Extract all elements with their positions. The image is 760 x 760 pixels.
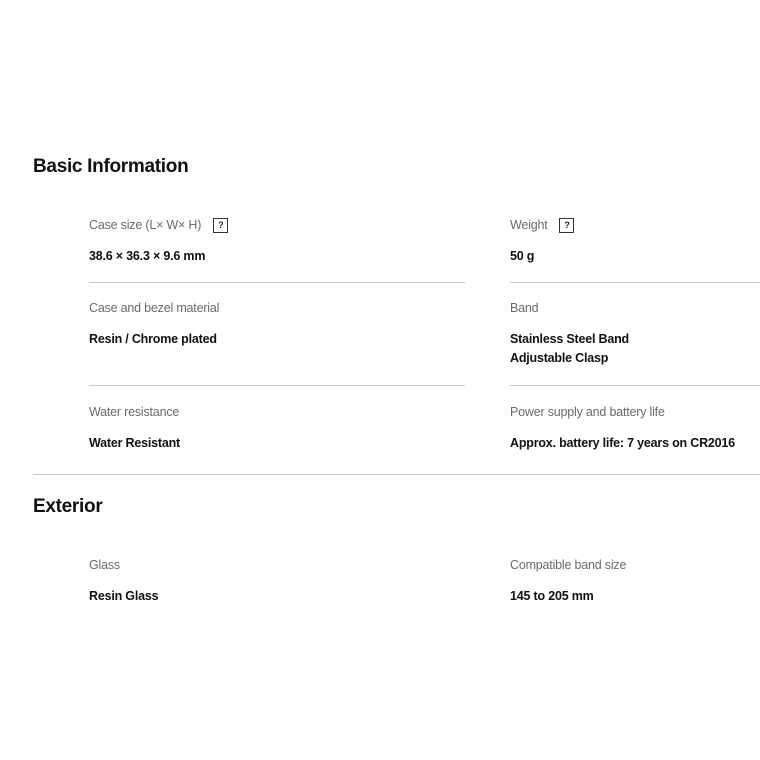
spec-value: Water Resistant bbox=[89, 436, 181, 450]
row-divider bbox=[510, 385, 760, 386]
spec-label: Band bbox=[510, 301, 539, 315]
spec-value: Resin / Chrome plated bbox=[89, 332, 217, 346]
spec-water-resistance bbox=[89, 404, 464, 453]
spec-power-supply bbox=[510, 404, 760, 453]
spec-value: 50 g bbox=[510, 249, 535, 263]
spec-label: Case and bezel material bbox=[89, 301, 220, 315]
row-divider bbox=[89, 385, 465, 386]
spec-glass bbox=[89, 557, 464, 606]
spec-label: Weight bbox=[510, 218, 548, 232]
spec-label: Compatible band size bbox=[510, 558, 627, 572]
spec-label: Case size (L× W× H) bbox=[89, 218, 202, 232]
spec-label: Water resistance bbox=[89, 405, 180, 419]
spec-case-bezel-material bbox=[89, 300, 464, 349]
help-icon[interactable]: ? bbox=[213, 218, 228, 233]
section-title-basic-information: Basic Information bbox=[33, 156, 189, 177]
section-divider bbox=[33, 474, 760, 475]
help-icon[interactable]: ? bbox=[559, 218, 574, 233]
spec-value: Approx. battery life: 7 years on CR2016 bbox=[510, 436, 735, 450]
spec-value: 145 to 205 mm bbox=[510, 589, 594, 603]
spec-case-size bbox=[89, 217, 464, 266]
spec-value: Stainless Steel Band bbox=[510, 332, 629, 346]
row-divider bbox=[510, 282, 760, 283]
spec-label: Glass bbox=[89, 558, 120, 572]
row-divider bbox=[89, 282, 465, 283]
spec-value: Adjustable Clasp bbox=[510, 351, 609, 365]
section-title-exterior: Exterior bbox=[33, 496, 103, 517]
spec-band bbox=[510, 300, 760, 368]
spec-label: Power supply and battery life bbox=[510, 405, 665, 419]
spec-weight bbox=[510, 217, 760, 266]
spec-compatible-band-size bbox=[510, 557, 760, 606]
spec-value: Resin Glass bbox=[89, 589, 159, 603]
spec-value: 38.6 × 36.3 × 9.6 mm bbox=[89, 249, 206, 263]
